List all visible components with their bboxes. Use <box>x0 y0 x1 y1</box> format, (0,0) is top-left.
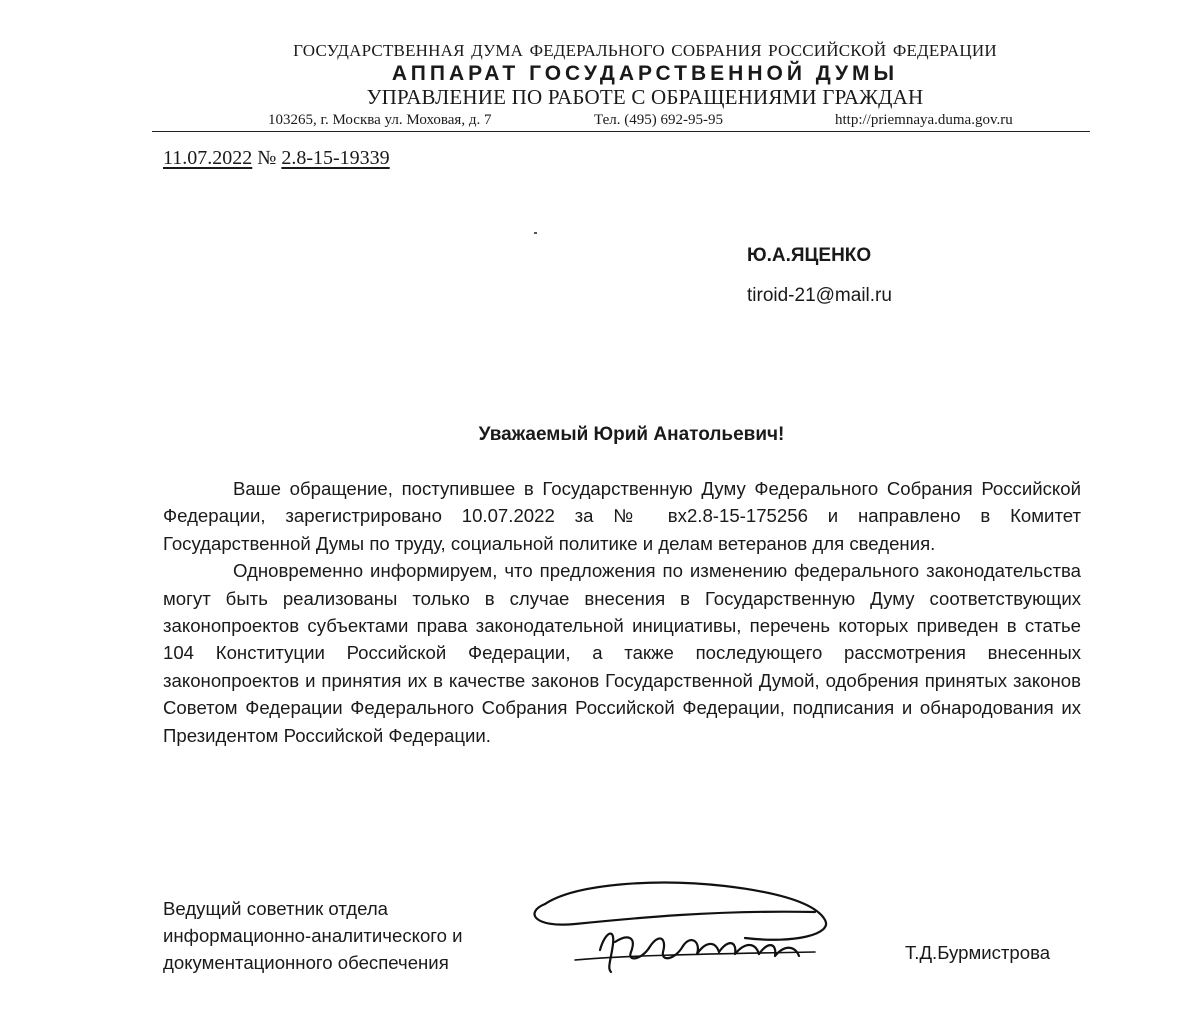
letterhead-address: 103265, г. Москва ул. Моховая, д. 7 <box>268 112 492 128</box>
letterhead-website: http://priemnaya.duma.gov.ru <box>835 112 1013 128</box>
letterhead-department: УПРАВЛЕНИЕ ПО РАБОТЕ С ОБРАЩЕНИЯМИ ГРАЖДАН <box>366 85 924 109</box>
addressee-email: tiroid-21@mail.ru <box>747 285 892 306</box>
salutation: Уважаемый Юрий Анатольевич! <box>478 424 785 445</box>
signer-position-line-3: документационного обеспечения <box>163 952 449 973</box>
registration-number: 2.8-15-19339 <box>281 147 390 169</box>
addressee-name: Ю.А.ЯЦЕНКО <box>747 245 872 266</box>
signer-position <box>163 895 463 976</box>
signer-position-line-1: Ведущий советник отдела <box>163 898 389 919</box>
body-paragraph-2: Одновременно информируем, что предложения по изменению федерального законодательства могут быть реализованы только в случае внесения в Государственную Думу соответствующих законопроектов субъектами права законодательной инициативы, перечень которых приведен в статье 104 Конституции Российской Федерации, а также последующего рассмотрения внесенных законопроектов и принятия их в качестве законов Государственной Думой, одобрения принятых законов Советом Федерации Федерального Собрания Российской Федерации, подписания и обнародования их Президентом Российской Федерации. <box>163 560 1081 746</box>
signer-position-line-2: информационно-аналитического и <box>163 925 463 946</box>
letter-body <box>163 475 1081 749</box>
letterhead-apparatus: АППАРАТ ГОСУДАРСТВЕННОЙ ДУМЫ <box>391 62 899 85</box>
registration-line <box>163 147 390 170</box>
body-paragraph-1: Ваше обращение, поступившее в Государственную Думу Федерального Собрания Российской Федерации, зарегистрировано 10.07.2022 за № вх2.8-15-175256 и направлено в Комитет Государственной Думы по труду, социальной политике и делам ветеранов для сведения. <box>163 478 1081 554</box>
registration-date: 11.07.2022 <box>163 147 253 169</box>
signer-name: Т.Д.Бурмистрова <box>905 942 1051 963</box>
scan-speck <box>534 232 537 234</box>
handwritten-signature <box>515 872 865 982</box>
letterhead-phone: Тел. (495) 692-95-95 <box>594 112 723 128</box>
letterhead-organization: ГОСУДАРСТВЕННАЯ ДУМА ФЕДЕРАЛЬНОГО СОБРАНИЯ РОССИЙСКОЙ ФЕДЕРАЦИИ <box>293 41 997 60</box>
letterhead-divider <box>152 131 1090 132</box>
registration-number-sign: № <box>257 147 277 169</box>
